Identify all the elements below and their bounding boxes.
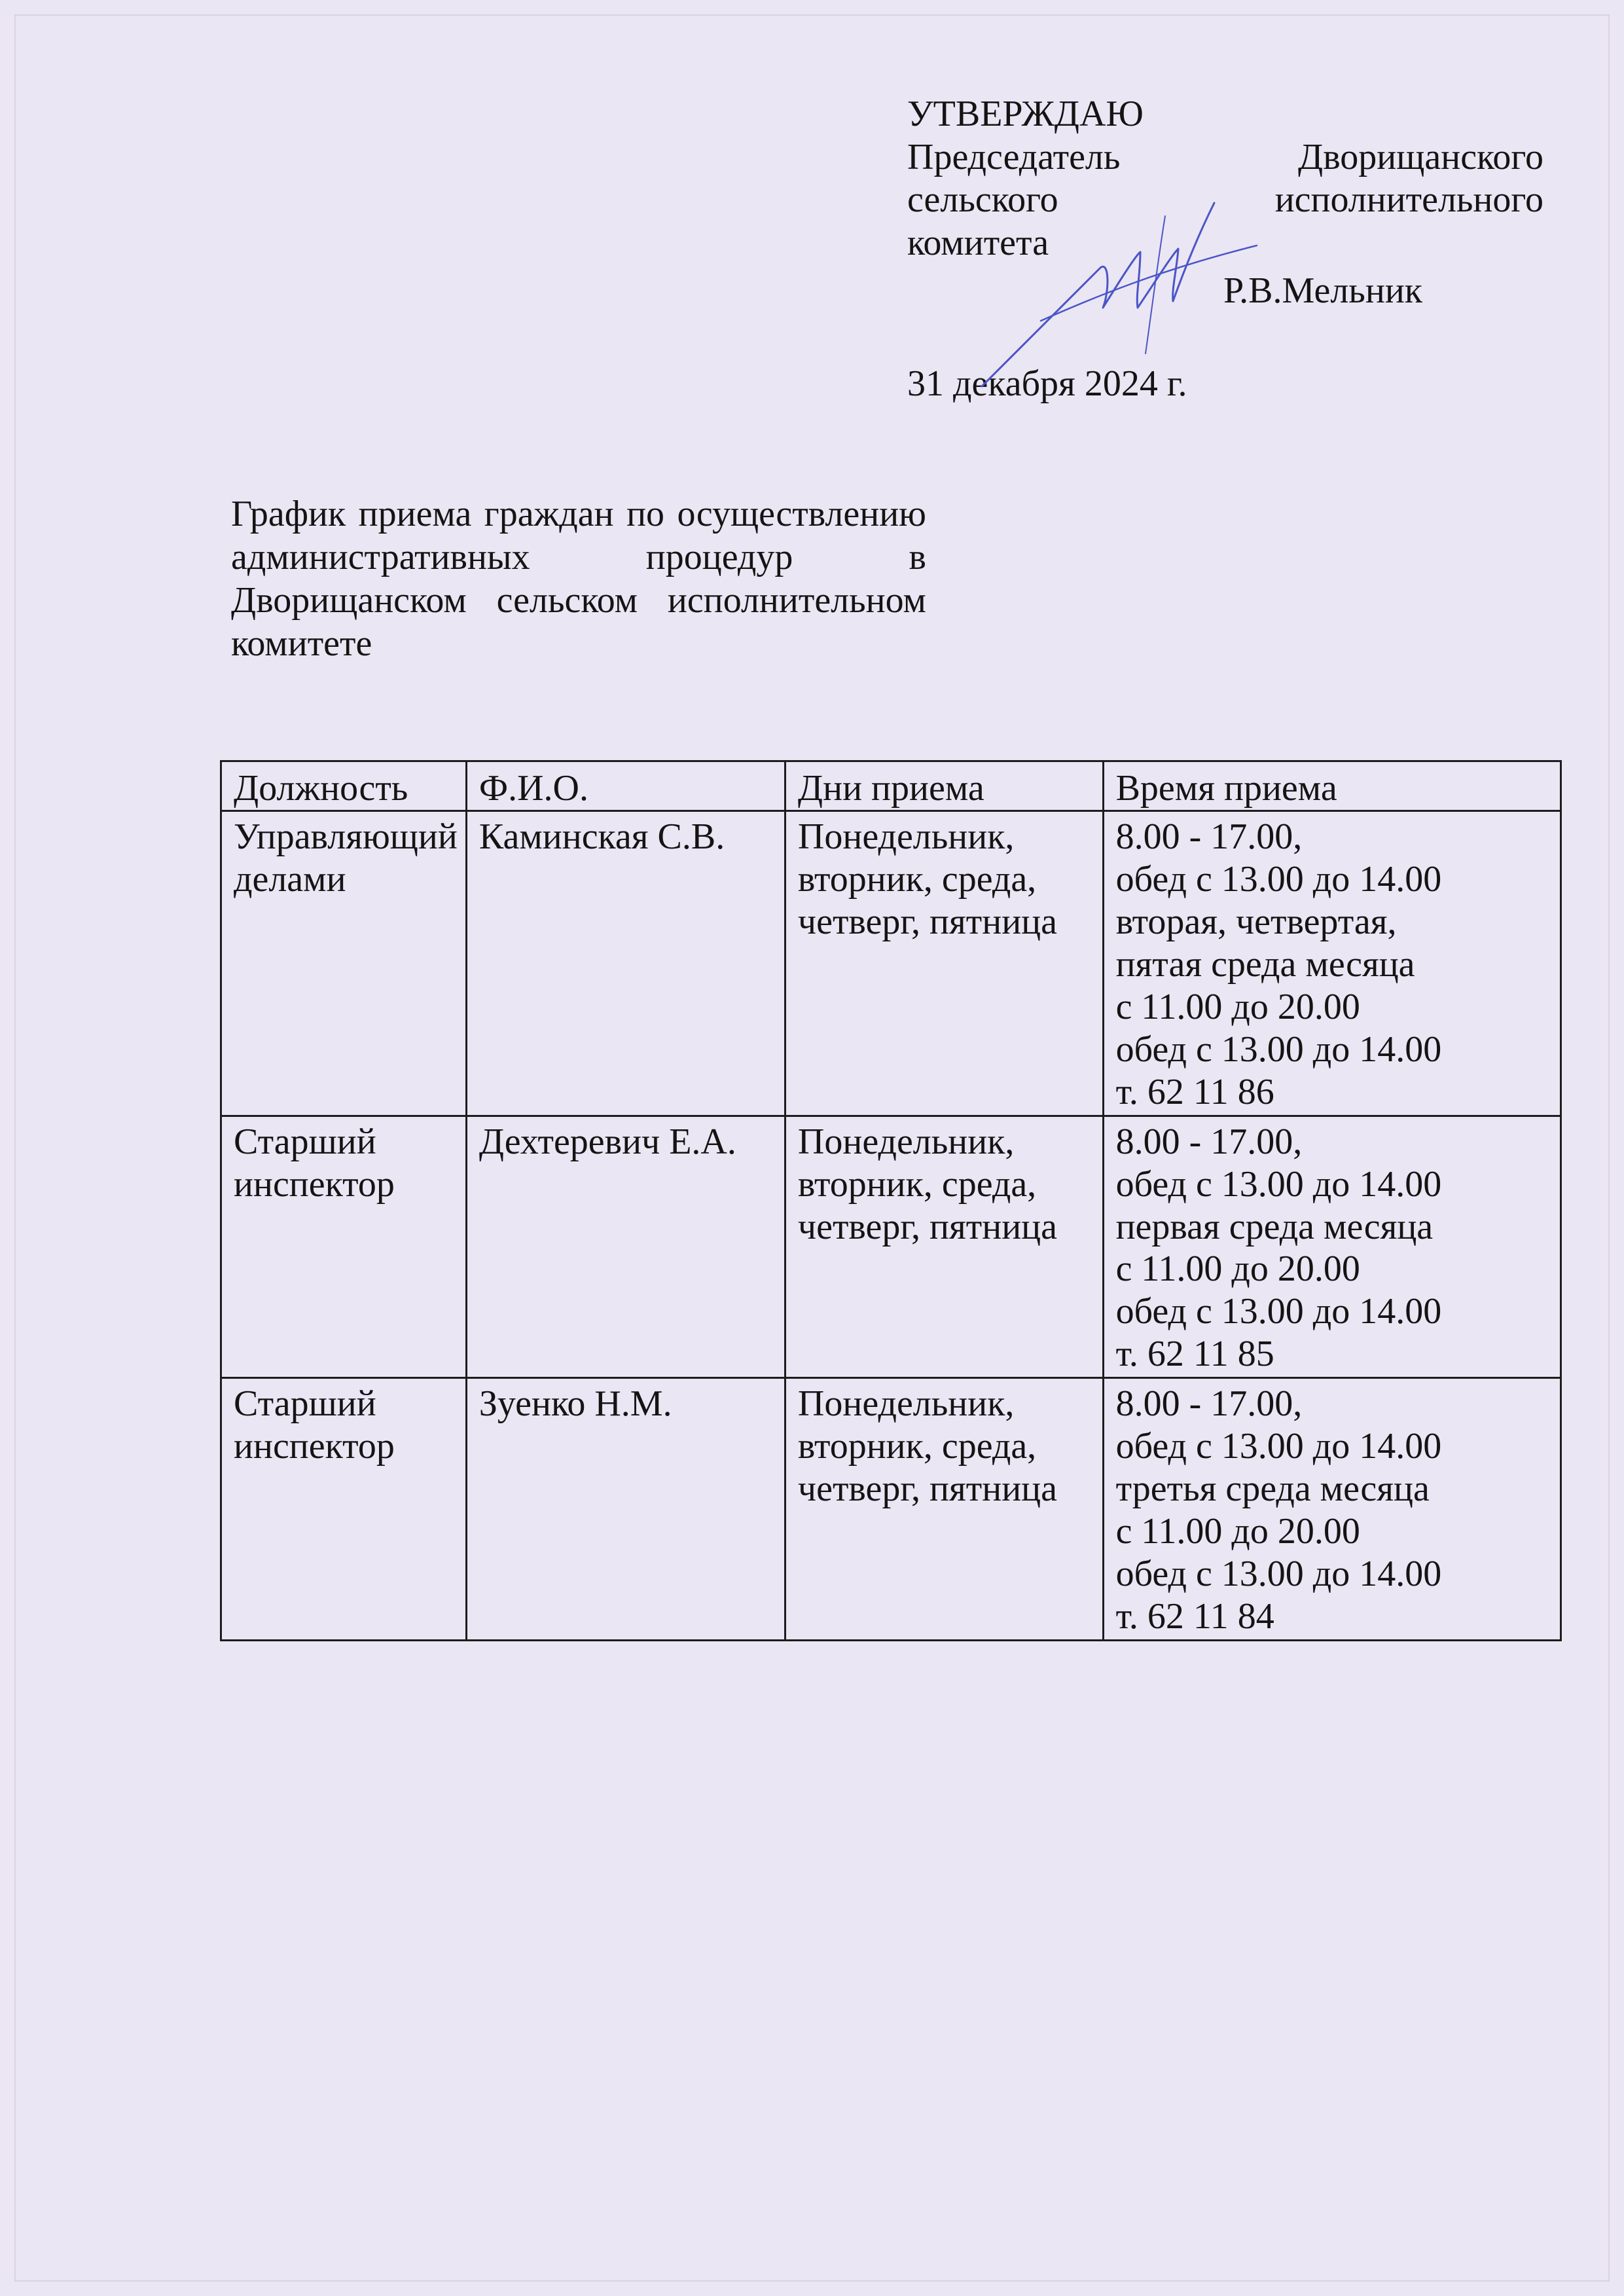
cell-text: т. 62 11 86	[1115, 1071, 1274, 1112]
cell-text: обед с 13.00 до 14.00	[1115, 1291, 1442, 1332]
cell-text: инспектор	[234, 1163, 395, 1205]
cell-text: 8.00 - 17.00,	[1115, 816, 1303, 857]
cell-text: Зуенко Н.М.	[478, 1383, 672, 1425]
cell-name	[466, 811, 785, 1116]
cell-text: с 11.00 до 20.00	[1115, 1511, 1360, 1552]
cell-text: Понедельник,	[797, 1383, 1015, 1425]
cell-days	[785, 811, 1103, 1116]
cell-text: 8.00 - 17.00,	[1115, 1383, 1303, 1425]
cell-text: т. 62 11 84	[1115, 1596, 1274, 1637]
table-row	[221, 1116, 1561, 1378]
cell-text: Старший	[234, 1121, 376, 1162]
cell-text: четверг, пятница	[797, 901, 1057, 942]
header-position: Должность	[221, 761, 467, 811]
table-row	[221, 811, 1561, 1116]
cell-position	[221, 1378, 467, 1641]
cell-text: инспектор	[234, 1426, 395, 1467]
cell-text: третья среда месяца	[1115, 1468, 1430, 1510]
signature-icon	[969, 190, 1270, 406]
table-header-row	[221, 761, 1561, 811]
approval-position-line-1	[907, 136, 1543, 179]
approval-date: 31 декабря 2024 г.	[907, 363, 1187, 404]
approval-position-line-3: комитета	[907, 222, 1049, 263]
cell-text: обед с 13.00 до 14.00	[1115, 1163, 1442, 1205]
cell-text: пятая среда месяца	[1115, 943, 1415, 985]
cell-text: Понедельник,	[797, 1121, 1015, 1162]
cell-text: обед с 13.00 до 14.00	[1115, 1029, 1442, 1070]
cell-text: первая среда месяца	[1115, 1206, 1434, 1247]
cell-text: вторая, четвертая,	[1115, 901, 1397, 942]
cell-text: Каминская С.В.	[478, 816, 725, 857]
cell-days	[785, 1116, 1103, 1378]
cell-name	[466, 1378, 785, 1641]
cell-text: делами	[234, 858, 346, 900]
cell-text: вторник, среда,	[797, 858, 1037, 900]
cell-text: с 11.00 до 20.00	[1115, 1248, 1360, 1290]
approval-position-word: Председатель	[907, 136, 1121, 177]
cell-name	[466, 1116, 785, 1378]
header-days: Дни приема	[785, 761, 1103, 811]
cell-text: четверг, пятница	[797, 1468, 1057, 1510]
cell-time	[1103, 1116, 1561, 1378]
document-title: График приема граждан по осуществлению административных процедур в Дворищанском сельском исполнительном комитете	[231, 494, 926, 665]
cell-text: вторник, среда,	[797, 1163, 1037, 1205]
cell-time	[1103, 811, 1561, 1116]
cell-text: с 11.00 до 20.00	[1115, 986, 1360, 1027]
cell-position	[221, 1116, 467, 1378]
header-name: Ф.И.О.	[466, 761, 785, 811]
reception-schedule-table	[220, 760, 1562, 1641]
cell-position	[221, 811, 467, 1116]
cell-text: 8.00 - 17.00,	[1115, 1121, 1303, 1162]
cell-text: обед с 13.00 до 14.00	[1115, 858, 1442, 900]
cell-text: обед с 13.00 до 14.00	[1115, 1554, 1442, 1595]
cell-text: вторник, среда,	[797, 1426, 1037, 1467]
cell-days	[785, 1378, 1103, 1641]
approval-position-word: сельского	[907, 179, 1058, 221]
cell-text: Управляющий	[234, 816, 458, 857]
approval-signer: Р.В.Мельник	[1223, 270, 1422, 312]
header-time: Время приема	[1103, 761, 1561, 811]
cell-text: Старший	[234, 1383, 376, 1425]
cell-time	[1103, 1378, 1561, 1641]
approval-position-word: исполнительного	[1274, 179, 1543, 221]
cell-text: обед с 13.00 до 14.00	[1115, 1426, 1442, 1467]
approval-heading: УТВЕРЖДАЮ	[907, 94, 1144, 134]
cell-text: Дехтеревич Е.А.	[478, 1121, 736, 1162]
approval-position-word: Дворищанского	[1298, 136, 1543, 177]
cell-text: Понедельник,	[797, 816, 1015, 857]
table-row	[221, 1378, 1561, 1641]
cell-text: четверг, пятница	[797, 1206, 1057, 1247]
cell-text: т. 62 11 85	[1115, 1334, 1274, 1375]
